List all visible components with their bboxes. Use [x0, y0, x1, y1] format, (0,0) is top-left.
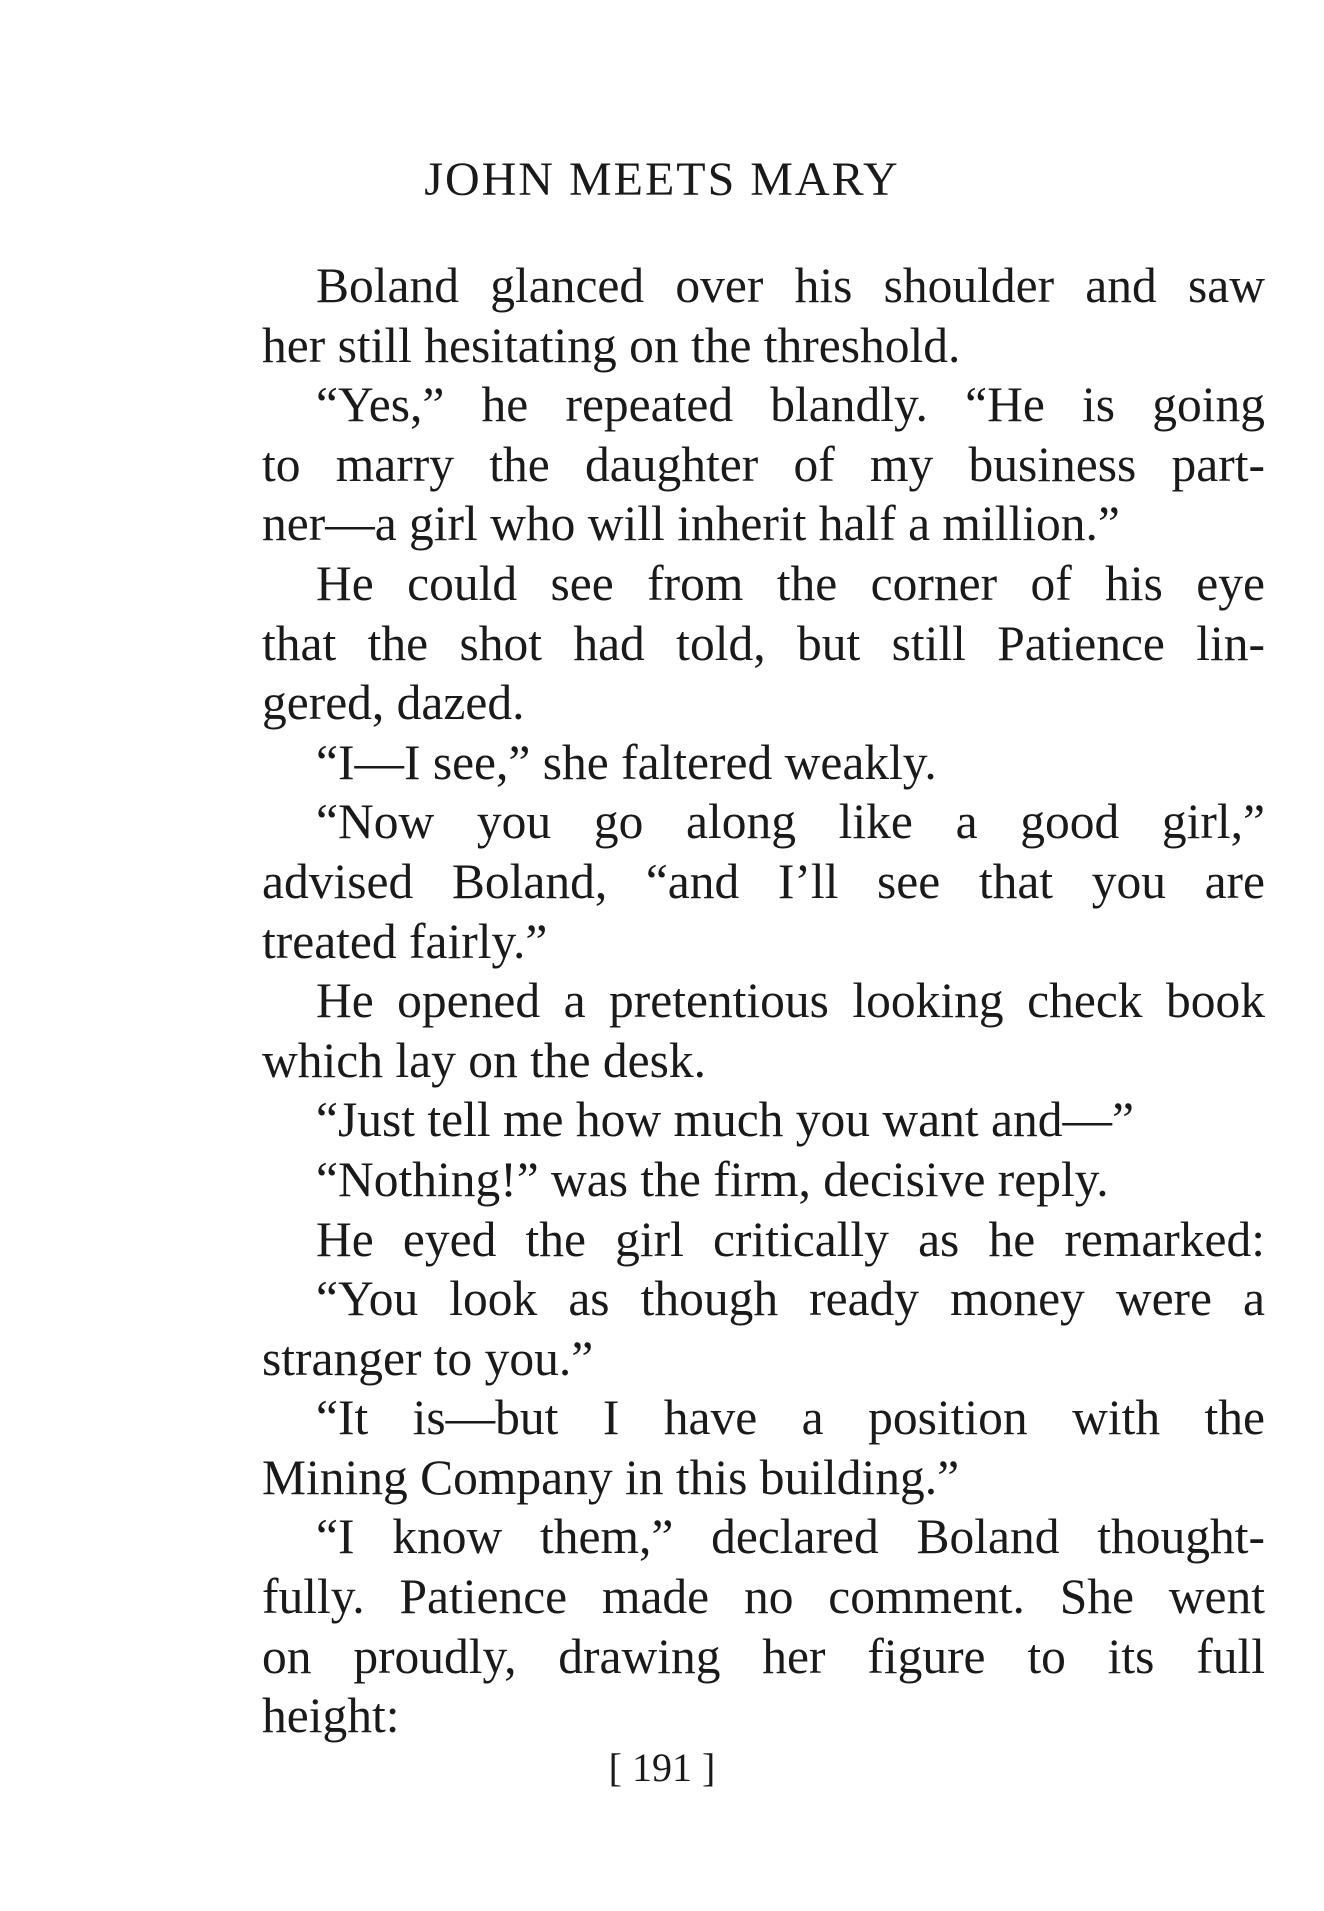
text-line: height:: [262, 1688, 400, 1744]
text-line: “It is—but I have a position with the: [316, 1390, 1265, 1446]
text-line: “Nothing!” was the firm, decisive reply.: [316, 1151, 1109, 1207]
text-line: gered, dazed.: [262, 675, 525, 731]
text-line: “I—I see,” she faltered weakly.: [316, 734, 937, 790]
text-line: that the shot had told, but still Patience lin-: [262, 615, 1265, 671]
body-text: [262, 256, 1265, 1746]
running-head: JOHN MEETS MARY: [424, 153, 900, 206]
page-number: [ 191 ]: [608, 1745, 716, 1790]
text-line: treated fairly.”: [262, 913, 548, 969]
text-line: fully. Patience made no comment. She went: [262, 1569, 1265, 1625]
text-line: “Just tell me how much you want and—”: [316, 1092, 1134, 1148]
text-line: Boland glanced over his shoulder and saw: [316, 258, 1265, 313]
text-line: He opened a pretentious looking check book: [316, 973, 1265, 1029]
text-line: on proudly, drawing her figure to its full: [262, 1628, 1265, 1684]
text-line: He could see from the corner of his eye: [316, 555, 1265, 611]
text-line: Mining Company in this building.”: [262, 1449, 960, 1505]
text-line: “I know them,” declared Boland thought-: [316, 1509, 1265, 1565]
text-line: “Now you go along like a good girl,”: [316, 794, 1265, 850]
text-line: “You look as though ready money were a: [316, 1271, 1265, 1327]
text-line: her still hesitating on the threshold.: [262, 317, 961, 373]
text-line: stranger to you.”: [262, 1330, 594, 1386]
text-line: to marry the daughter of my business part-: [262, 436, 1265, 492]
text-line: advised Boland, “and I’ll see that you are: [262, 853, 1265, 909]
text-line: “Yes,” he repeated blandly. “He is going: [316, 377, 1265, 433]
text-line: ner—a girl who will inherit half a million.”: [262, 496, 1120, 552]
text-line: which lay on the desk.: [262, 1032, 707, 1088]
text-line: He eyed the girl critically as he remarked:: [316, 1211, 1265, 1267]
